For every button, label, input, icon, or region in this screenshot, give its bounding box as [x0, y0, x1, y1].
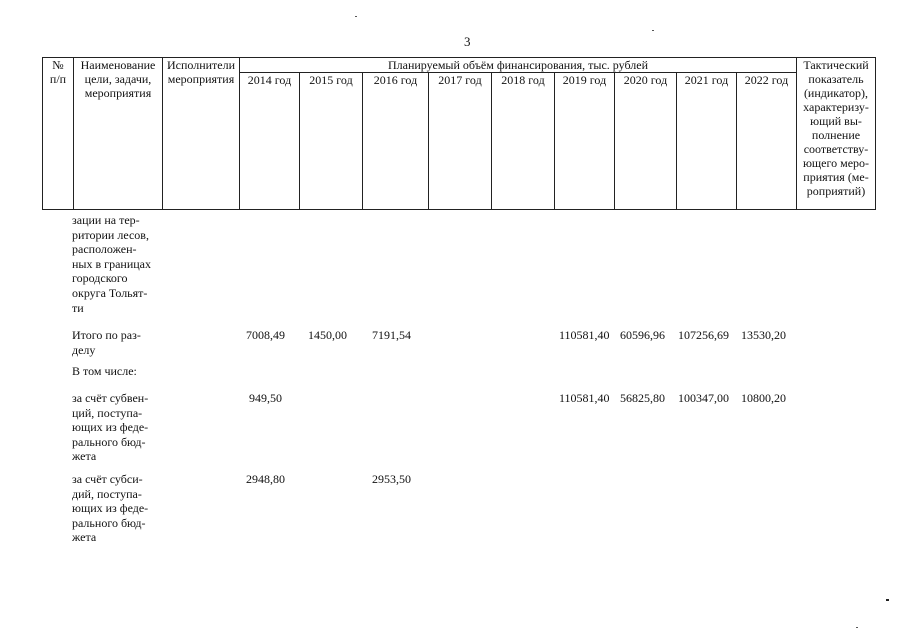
total-2014-value: 7008,49: [246, 328, 285, 342]
row-label-line: ций, поступа-: [72, 405, 143, 420]
total-2022-value: 13530,20: [741, 328, 786, 342]
header-year-2019: 2019 год: [555, 73, 615, 210]
header-tactical-line: (индикатор),: [803, 86, 869, 100]
row-subsidies-label: [72, 472, 160, 545]
row-label-line: ющих из феде-: [72, 420, 149, 435]
continuation-line: ных в границах: [72, 256, 151, 271]
continuation-line: зации на тер-: [72, 213, 140, 227]
header-year-2016: 2016 год: [363, 73, 429, 210]
continuation-line: ритории лесов,: [72, 227, 149, 242]
row-label-line: дий, поступа-: [72, 486, 142, 501]
financing-table-header: [42, 57, 876, 210]
header-tactical-line: приятия (ме-: [803, 170, 869, 184]
row-label-line: рального бюд-: [72, 515, 146, 530]
header-tactical-cell: [797, 58, 876, 210]
total-2019-value: 110581,40: [559, 328, 610, 342]
continuation-line: округа Тольят-: [72, 285, 148, 300]
header-tactical-line: полнение: [811, 128, 861, 142]
row-including-label: [72, 364, 160, 379]
scan-speck: [886, 599, 889, 601]
header-year-2020: 2020 год: [615, 73, 677, 210]
total-2015-value: 1450,00: [308, 328, 347, 342]
header-tactical-line: ющий вы-: [810, 114, 862, 128]
row-total-label: [72, 328, 160, 357]
header-num-line: №: [52, 58, 64, 72]
continuation-text: [72, 213, 160, 315]
total-2020-value: 60596,96: [620, 328, 665, 342]
total-2021-value: 107256,69: [678, 328, 729, 342]
row-subventions-label: [72, 391, 160, 464]
subsidies-2016-value: 2953,50: [372, 472, 411, 486]
subventions-2014-value: 949,50: [249, 391, 282, 405]
header-name-cell: [74, 58, 163, 210]
header-year-2015: 2015 год: [300, 73, 363, 210]
row-label-line: жета: [72, 530, 97, 545]
header-year-2017: 2017 год: [429, 73, 492, 210]
continuation-line: ти: [72, 300, 84, 315]
header-num-line: п/п: [49, 72, 67, 86]
scan-speck: [355, 16, 357, 17]
header-executors-line: Исполнители: [166, 58, 236, 72]
header-name-line: мероприятия: [84, 86, 152, 100]
row-label-line: за счёт субвен-: [72, 391, 149, 405]
header-year-2018: 2018 год: [492, 73, 555, 210]
header-year-2022: 2022 год: [737, 73, 797, 210]
row-label-line: Итого по раз-: [72, 328, 141, 342]
header-tactical-line: показатель: [808, 72, 864, 86]
row-label-line: жета: [72, 449, 97, 464]
subventions-2021-value: 100347,00: [678, 391, 729, 405]
header-tactical-line: характеризу-: [803, 100, 869, 114]
row-label-line: В том числе:: [72, 364, 137, 378]
row-label-line: ющих из феде-: [72, 501, 149, 516]
page-number: 3: [464, 34, 471, 49]
header-financing-title: Планируемый объём финансирования, тыс. рублей: [240, 58, 797, 73]
header-executors-line: мероприятия: [167, 72, 235, 86]
header-year-2014: 2014 год: [240, 73, 300, 210]
header-tactical-line: Тактический: [803, 58, 869, 72]
row-label-line: за счёт субси-: [72, 472, 143, 486]
header-tactical-line: роприятий): [806, 184, 866, 198]
header-tactical-line: соответству-: [803, 142, 869, 156]
subventions-2022-value: 10800,20: [741, 391, 786, 405]
header-name-line: Наименование: [80, 58, 156, 72]
scan-speck: [856, 627, 858, 628]
row-label-line: делу: [72, 342, 96, 357]
subventions-2020-value: 56825,80: [620, 391, 665, 405]
continuation-line: расположен-: [72, 242, 137, 257]
header-year-2021: 2021 год: [677, 73, 737, 210]
subsidies-2014-value: 2948,80: [246, 472, 285, 486]
total-2016-value: 7191,54: [372, 328, 411, 342]
subventions-2019-value: 110581,40: [559, 391, 610, 405]
continuation-line: городского: [72, 271, 128, 286]
scan-speck: [652, 30, 654, 31]
row-label-line: рального бюд-: [72, 434, 146, 449]
header-name-line: цели, задачи,: [84, 72, 152, 86]
header-tactical-line: ющего меро-: [802, 156, 870, 170]
header-executors-cell: [163, 58, 240, 210]
header-num-cell: [43, 58, 74, 210]
